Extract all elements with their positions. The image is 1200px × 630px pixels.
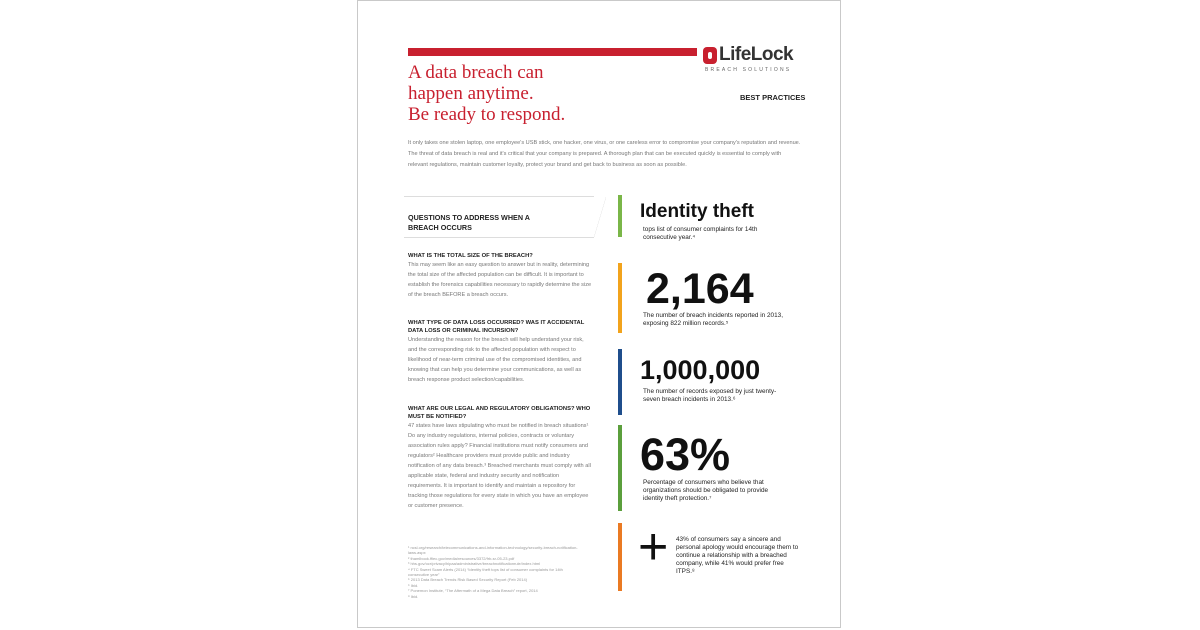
stat-block (618, 195, 818, 245)
footnote: ⁷ Ponemon Institute, “The Aftermath of a Mega Data Breach” report, 2014 (408, 588, 538, 594)
footnote: ² thamlbook.ffiec.gov/media/resources/3372/frb-sr-05-23.pdf (408, 555, 515, 561)
stat-block (618, 425, 818, 510)
stat-number: 2,164 (646, 265, 754, 313)
question-block (408, 405, 594, 511)
stat-description: 43% of consumers say a sincere and personal apology would encourage them to continue a relationship with a breached company, while 41% would prefer free ITPS.⁸ (676, 536, 799, 575)
footnote: ³ hhs.gov/ocr/privacy/hipaa/administrative/breachnotificationrule/index.html (408, 561, 541, 567)
stat-number: 1,000,000 (640, 355, 761, 385)
plus-icon: + (638, 518, 669, 576)
stat-block (618, 518, 818, 593)
stat-description: tops list of consumer complaints for 14th consecutive year.⁴ (643, 226, 758, 241)
stat-description: The number of records exposed by just twenty-seven breach incidents in 2013.⁶ (643, 388, 777, 403)
questions-heading: QUESTIONS TO ADDRESS WHEN A BREACH OCCURS (408, 213, 530, 232)
question-title: WHAT TYPE OF DATA LOSS OCCURRED? WAS IT ACCIDENTAL DATA LOSS OR CRIMINAL INCURSION? (408, 320, 585, 334)
footnote: ⁸ Ibid. (408, 593, 419, 599)
footnote: ⁵ 2013 Data Breach Trends Risk Based Security Report (Feb 2014) (408, 577, 528, 583)
logo-name: LifeLock (719, 44, 794, 65)
header-accent-bar (408, 48, 697, 56)
question-text: 47 states have laws stipulating who must be notified in breach situations¹ Do any industry regulations, internal policies, contracts or voluntary association rules apply? Financial institutions must notify consumers and regulators² Healthcare providers must provide public and industry notification of any data breach.³ Breached merchants must comply with all applicable state, federal and industry security and notification requirements. It is important to identify and maintain a repository for tracking those regulations for every state in which you have an employee or customer presence. (408, 423, 591, 509)
question-title: WHAT IS THE TOTAL SIZE OF THE BREACH? (408, 253, 533, 259)
question-title: WHAT ARE OUR LEGAL AND REGULATORY OBLIGATIONS? WHO MUST BE NOTIFIED? (408, 406, 591, 420)
stat-color-bar (618, 425, 622, 511)
stat-description: The number of breach incidents reported in 2013, exposing 822 million records.⁵ (643, 312, 783, 327)
lifelock-logo (703, 44, 813, 76)
question-text: This may seem like an easy question to answer but in reality, determining the total size of the affected population can be difficult. It is important to establish the forensics capabilities necessary to rapidly determine the size of the breach BEFORE a breach occurs. (408, 262, 592, 298)
lock-icon (703, 47, 717, 64)
headline (408, 62, 668, 125)
stat-color-bar (618, 195, 622, 237)
stat-description: Percentage of consumers who believe that organizations should be obligated to provide identity theft protection.⁷ (643, 479, 769, 502)
stat-block (618, 263, 818, 338)
headline-line: Be ready to respond. (408, 104, 566, 125)
question-block (408, 252, 594, 300)
footnote: ¹ ncsl.org/research/telecommunications-and-information-technology/security-breach-notification-laws.aspx (408, 545, 578, 556)
headline-line: A data breach can (408, 62, 544, 83)
footnote: ⁴ FTC Sweet Scam Alerts (2014) “Identity theft tops list of consumer complaints for 14th consecutive year” (408, 566, 563, 578)
stat-color-bar (618, 523, 622, 591)
logo-subtitle: BREACH SOLUTIONS (705, 67, 792, 73)
section-label: BEST PRACTICES (740, 93, 806, 102)
stat-number: 63% (640, 429, 731, 480)
stat-block (618, 349, 818, 417)
stat-color-bar (618, 263, 622, 333)
headline-line: happen anytime. (408, 83, 534, 104)
footnotes (408, 545, 578, 599)
question-block (408, 319, 594, 385)
document-page (357, 0, 841, 628)
stat-number: Identity theft (640, 201, 754, 222)
intro-paragraph: It only takes one stolen laptop, one employee's USB stick, one hacker, one virus, or one careless error to compromise your company's reputation and revenue. The threat of data breach is real and it's critical that your company is prepared. A thorough plan that can be executed quickly is essential to comply with relevant regulations, maintain customer loyalty, protect your brand and get back to business as soon as possible. (408, 140, 801, 168)
footnote: ⁶ Ibid. (408, 582, 419, 588)
question-text: Understanding the reason for the breach will help understand your risk, and the corresponding risk to the affected population with respect to likelihood of near-term criminal use of the compromised identities, and knowing that can help you determine your communications, as well as breach response product selection/capabilities. (408, 337, 584, 383)
stat-color-bar (618, 349, 622, 415)
